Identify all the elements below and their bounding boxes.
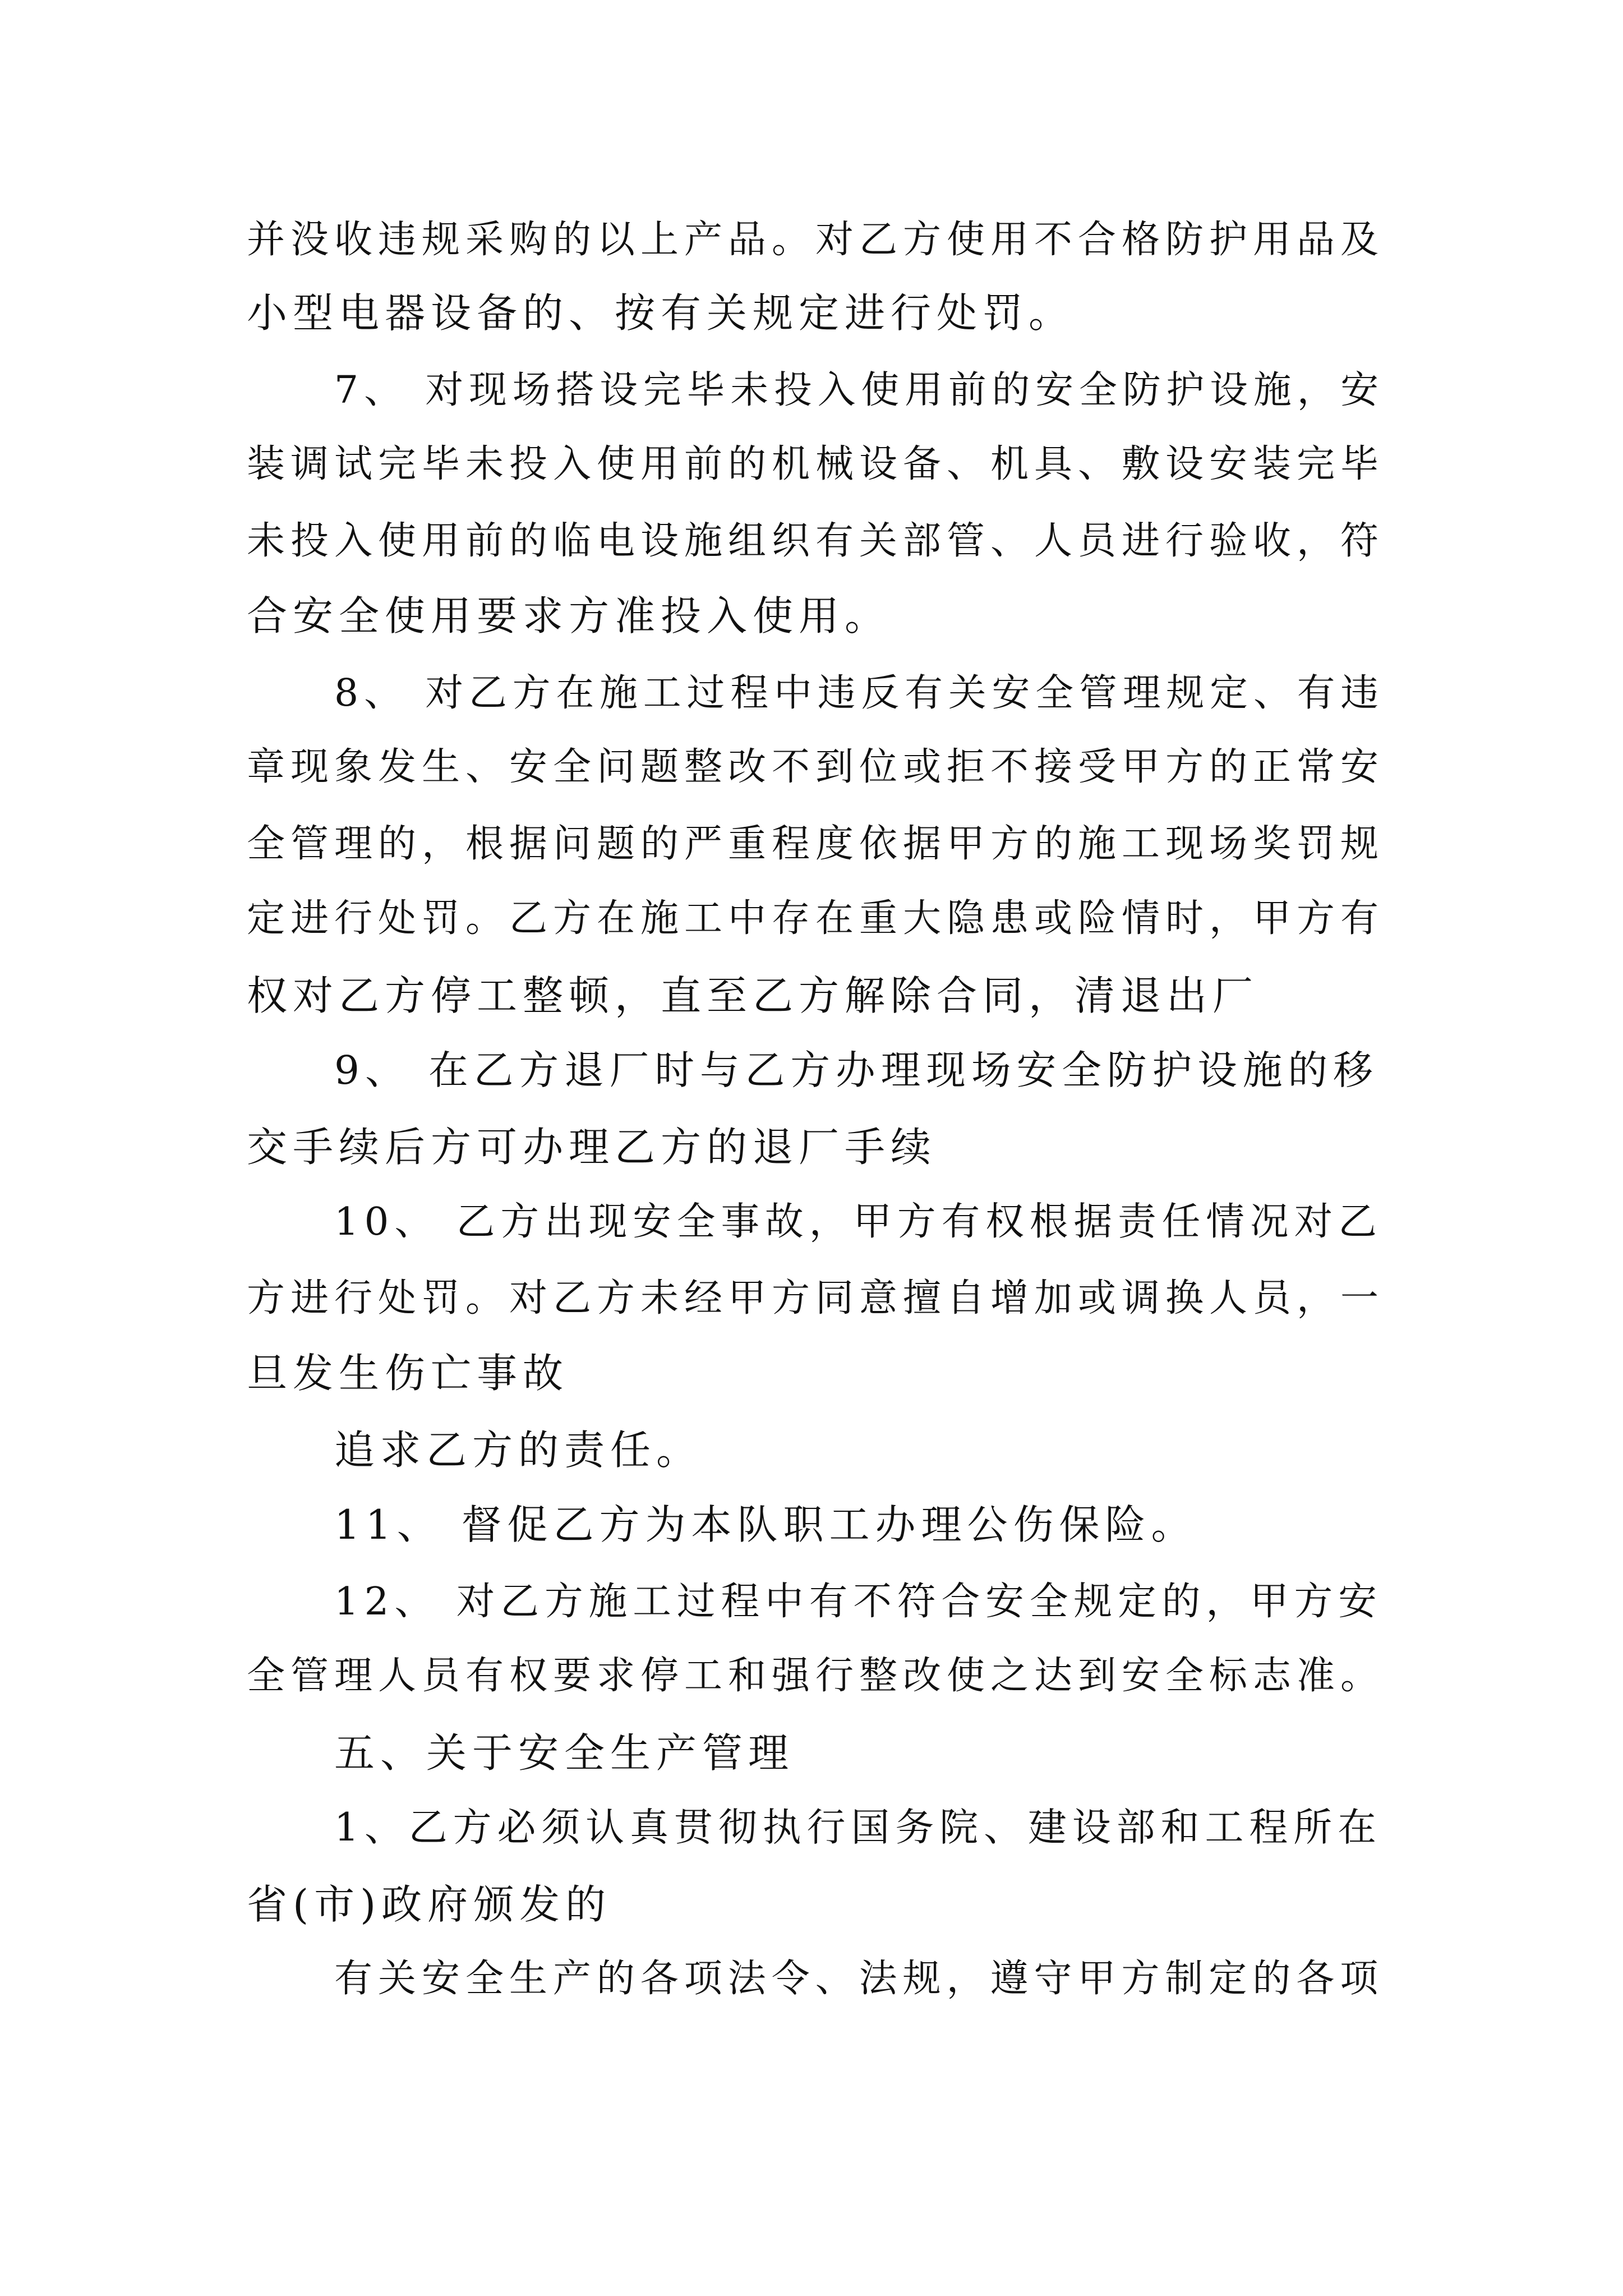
text-line: 未投入使用前的临电设施组织有关部管、人员进行验收，符 xyxy=(247,519,1385,563)
text-line: 旦发生伤亡事故 xyxy=(247,1350,569,1397)
text-line: 方进行处罚。对乙方未经甲方同意擅自增加或调换人员，一 xyxy=(247,1276,1385,1320)
text-line: 并没收违规采购的以上产品。对乙方使用不合格防护用品及 xyxy=(247,218,1385,262)
text-line: 追求乙方的责任。 xyxy=(334,1427,703,1474)
text-line: 权对乙方停工整顿，直至乙方解除合同，清退出厂 xyxy=(247,972,1259,1019)
text-line: 装调试完毕未投入使用前的机械设备、机具、敷设安装完毕 xyxy=(247,442,1385,486)
text-line: 11、 督促乙方为本队职工办理公伤保险。 xyxy=(334,1501,1197,1548)
text-line: 全管理人员有权要求停工和强行整改使之达到安全标志准。 xyxy=(247,1654,1385,1698)
text-line: 10、 乙方出现安全事故，甲方有权根据责任情况对乙 xyxy=(334,1199,1382,1244)
text-line: 章现象发生、安全问题整改不到位或拒不接受甲方的正常安 xyxy=(247,745,1385,789)
text-line: 定进行处罚。乙方在施工中存在重大隐患或险情时，甲方有 xyxy=(247,896,1385,941)
text-line: 1、乙方必须认真贯彻执行国务院、建设部和工程所在 xyxy=(334,1805,1382,1850)
text-line: 小型电器设备的、按有关规定进行处罚。 xyxy=(247,289,1075,337)
text-line: 交手续后方可办理乙方的退厂手续 xyxy=(247,1124,937,1171)
text-line: 9、 在乙方退厂时与乙方办理现场安全防护设施的移 xyxy=(334,1047,1378,1093)
text-line: 有关安全生产的各项法令、法规，遵守甲方制定的各项 xyxy=(334,1957,1384,2001)
text-line: 8、 对乙方在施工过程中违反有关安全管理规定、有违 xyxy=(334,670,1385,715)
text-line: 省(市)政府颁发的 xyxy=(247,1881,612,1928)
text-line: 12、 对乙方施工过程中有不符合安全规定的，甲方安 xyxy=(334,1579,1382,1624)
text-line: 7、 对现场搭设完毕未投入使用前的安全防护设施，安 xyxy=(334,367,1385,412)
text-line: 全管理的，根据问题的严重程度依据甲方的施工现场奖罚规 xyxy=(247,822,1385,866)
text-line: 合安全使用要求方准投入使用。 xyxy=(247,592,891,639)
section-heading: 五、关于安全生产管理 xyxy=(334,1729,795,1777)
